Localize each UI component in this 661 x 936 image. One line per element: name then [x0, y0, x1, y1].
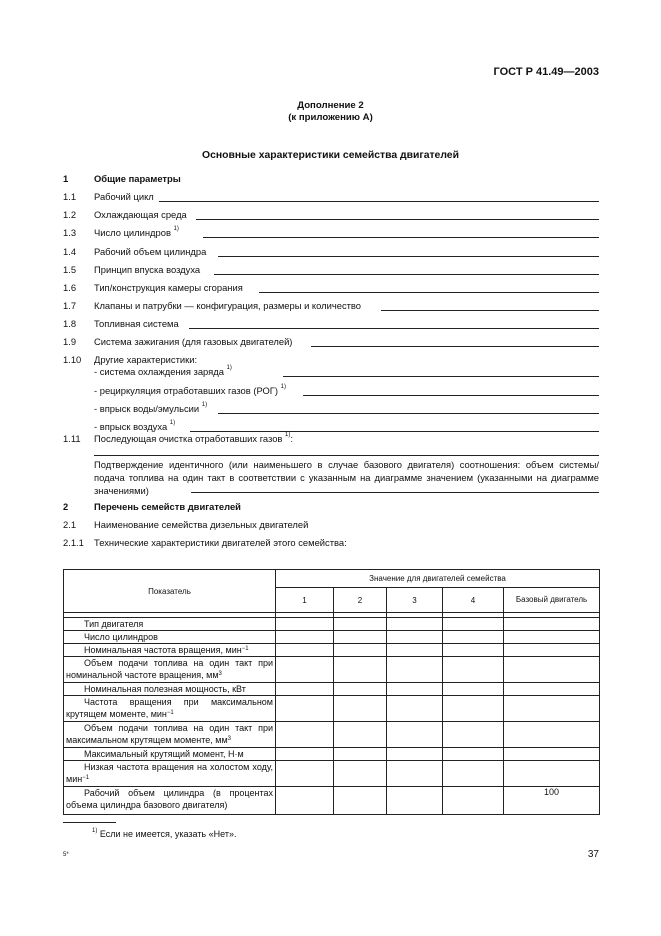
fill-line[interactable]	[196, 219, 599, 220]
row-label: Рабочий объем цилиндра (в процентах объема цилиндра базового двигателя)	[64, 787, 276, 815]
subitem-label: - впрыск воздуха $^{1)}$	[94, 420, 176, 432]
item-label: Клапаны и патрубки — конфигурация, размеры и количество	[94, 300, 362, 311]
section-1-heading	[63, 173, 599, 186]
footnote-ref: 1)	[169, 420, 176, 426]
section-title: Перечень семейств двигателей	[94, 501, 241, 512]
fill-line[interactable]	[311, 346, 599, 347]
section-title: Общие параметры	[94, 173, 181, 184]
item-label: Рабочий цикл	[94, 191, 154, 202]
cell[interactable]	[334, 761, 387, 787]
table-row	[64, 722, 600, 748]
cell[interactable]	[443, 657, 504, 683]
item-number: 1.5	[63, 264, 77, 275]
appendix-subtitle: (к приложению А)	[288, 112, 373, 123]
cell[interactable]	[443, 696, 504, 722]
item-1-6	[63, 282, 599, 295]
item-number: 1.8	[63, 318, 77, 329]
table-row	[64, 644, 600, 657]
table-row	[64, 787, 600, 815]
fill-line[interactable]	[259, 292, 599, 293]
item-number: 1.7	[63, 300, 77, 311]
cell[interactable]	[334, 644, 387, 657]
item-2-1-1	[63, 537, 599, 550]
cell[interactable]	[387, 787, 443, 815]
cell[interactable]	[276, 787, 334, 815]
confirmation-paragraph: Подтверждение идентичного (или наименьшего в случае базового двигателя) соотношения: объем системы/подача топлива на один такт в соответствии с указанным на диаграмме значением (указанными на диаграмме значениями)	[94, 459, 599, 496]
footnote-divider	[63, 822, 116, 823]
footnote-ref: 1)	[173, 226, 179, 232]
item-2-1	[63, 519, 599, 532]
cell[interactable]	[443, 787, 504, 815]
cell[interactable]	[387, 631, 443, 644]
item-1-1	[63, 191, 599, 204]
item-label: Охлаждающая среда	[94, 209, 187, 220]
item-label: Другие характеристики:	[94, 354, 198, 365]
cell[interactable]	[387, 748, 443, 761]
fill-line[interactable]	[218, 413, 599, 414]
page-number: 37	[587, 849, 599, 860]
item-1-4	[63, 246, 599, 259]
sheet-mark: 5*	[63, 852, 69, 858]
table-row	[64, 618, 600, 631]
document-code: ГОСТ Р 41.49—2003	[493, 66, 599, 78]
item-number: 1.4	[63, 246, 77, 257]
row-label: Число цилиндров	[64, 631, 276, 644]
item-number: 1.3	[63, 227, 77, 238]
base-cell[interactable]	[504, 683, 600, 696]
row-label: Максимальный крутящий момент, Н·м	[64, 748, 276, 761]
footnote-ref: 1)	[201, 402, 208, 408]
cell[interactable]	[387, 696, 443, 722]
item-1-7	[63, 300, 599, 313]
cell[interactable]	[334, 787, 387, 815]
cell[interactable]	[334, 683, 387, 696]
cell[interactable]	[334, 657, 387, 683]
cell[interactable]	[276, 761, 334, 787]
row-label: Номинальная полезная мощность, кВт	[64, 683, 276, 696]
fill-line[interactable]	[191, 492, 599, 493]
fill-line[interactable]	[203, 237, 599, 238]
cell[interactable]	[334, 618, 387, 631]
item-label: Принцип впуска воздуха	[94, 264, 201, 275]
item-number: 1.11	[63, 433, 81, 444]
item-label: Последующая очистка отработавших газов $^{1)}$:	[94, 432, 293, 444]
base-cell[interactable]	[504, 696, 600, 722]
item-label: Тип/конструкция камеры сгорания	[94, 282, 243, 293]
section-number: 2	[63, 501, 69, 512]
footnote: $^{1)}$ Если не имеется, указать «Нет».	[92, 828, 237, 839]
header-col-base: Базовый двигатель	[504, 588, 600, 613]
cell[interactable]	[334, 748, 387, 761]
fill-line[interactable]	[218, 256, 599, 257]
base-cell[interactable]	[504, 631, 600, 644]
table-row	[64, 631, 600, 644]
row-label: Объем подачи топлива на один такт при номинальной частоте вращения, $мм^3$	[64, 657, 276, 683]
base-cell[interactable]: 100	[504, 787, 600, 815]
item-label: Рабочий объем цилиндра	[94, 246, 207, 257]
cell[interactable]	[334, 722, 387, 748]
cell[interactable]	[276, 722, 334, 748]
appendix-title: Дополнение 2	[297, 100, 364, 111]
cell[interactable]	[387, 683, 443, 696]
table-row	[64, 696, 600, 722]
footnote-mark: 1)	[92, 828, 98, 834]
row-label: Номинальная частота вращения, мин$^{-1}$	[64, 644, 276, 657]
item-number: 2.1	[63, 519, 77, 530]
cell[interactable]	[334, 631, 387, 644]
cell[interactable]	[387, 644, 443, 657]
fill-line[interactable]	[159, 201, 599, 202]
subitem-egr	[63, 385, 599, 398]
subitem-charge-cooling	[63, 366, 599, 379]
base-cell[interactable]	[504, 748, 600, 761]
item-number: 1.2	[63, 209, 77, 220]
cell[interactable]	[443, 761, 504, 787]
engine-family-table	[63, 569, 600, 815]
cell[interactable]	[276, 683, 334, 696]
row-label: Частота вращения при максимальном крутящем моменте, мин$^{-1}$	[64, 696, 276, 722]
item-label: Технические характеристики двигателей этого семейства:	[94, 537, 347, 548]
cell[interactable]	[276, 644, 334, 657]
item-number: 1.6	[63, 282, 77, 293]
base-cell[interactable]	[504, 618, 600, 631]
item-1-3	[63, 227, 599, 240]
item-number: 1.10	[63, 354, 82, 365]
subitem-label: - система охлаждения заряда $^{1)}$	[94, 365, 232, 377]
item-number: 2.1.1	[63, 537, 84, 548]
cell[interactable]	[443, 631, 504, 644]
fill-line[interactable]	[214, 274, 599, 275]
footnote-ref: 1)	[226, 365, 232, 371]
header-values-group: Значение для двигателей семейства	[276, 570, 600, 588]
table-row	[64, 761, 600, 787]
item-label: Наименование семейства дизельных двигателей	[94, 519, 309, 530]
cell[interactable]	[443, 683, 504, 696]
cell[interactable]	[387, 657, 443, 683]
table-row	[64, 683, 600, 696]
fill-line[interactable]	[94, 455, 599, 456]
cell[interactable]	[276, 657, 334, 683]
subitem-label: - рециркуляция отработавших газов (РОГ) $^{1)}$	[94, 384, 286, 396]
item-label: Топливная система	[94, 318, 179, 329]
base-cell[interactable]	[504, 722, 600, 748]
subitem-water-injection	[63, 403, 599, 416]
item-1-2	[63, 209, 599, 222]
base-cell[interactable]	[504, 644, 600, 657]
cell[interactable]	[276, 748, 334, 761]
row-label: Низкая частота вращения на холостом ходу, мин$^{-1}$	[64, 761, 276, 787]
item-1-9	[63, 336, 599, 349]
row-label: Объем подачи топлива на один такт при максимальном крутящем моменте, $мм^3$	[64, 722, 276, 748]
section-number: 1	[63, 173, 69, 184]
item-1-8	[63, 318, 599, 331]
header-indicator: Показатель	[64, 570, 276, 613]
cell[interactable]	[443, 722, 504, 748]
footnote-ref: 1)	[280, 384, 286, 390]
fill-line[interactable]	[189, 328, 599, 329]
cell[interactable]	[443, 644, 504, 657]
header-col-1: 1	[276, 588, 334, 613]
item-label: Система зажигания (для газовых двигателей)	[94, 336, 293, 347]
fill-line[interactable]	[283, 376, 599, 377]
base-cell[interactable]	[504, 657, 600, 683]
fill-line[interactable]	[303, 395, 599, 396]
subitem-label: - впрыск воды/эмульсии $^{1)}$	[94, 402, 208, 414]
table-row	[64, 748, 600, 761]
cell[interactable]	[443, 618, 504, 631]
page-title: Основные характеристики семейства двигателей	[202, 150, 459, 161]
cell[interactable]	[334, 696, 387, 722]
cell[interactable]	[276, 618, 334, 631]
fill-line[interactable]	[190, 431, 599, 432]
header-col-3: 3	[387, 588, 443, 613]
row-label: Тип двигателя	[64, 618, 276, 631]
cell[interactable]	[276, 696, 334, 722]
base-cell[interactable]	[504, 761, 600, 787]
fill-line[interactable]	[381, 310, 599, 311]
cell[interactable]	[387, 722, 443, 748]
item-number: 1.1	[63, 191, 77, 202]
item-label: Число цилиндров $^{1)}$	[94, 226, 179, 238]
cell[interactable]	[387, 761, 443, 787]
item-1-5	[63, 264, 599, 277]
item-1-11	[63, 433, 599, 446]
header-col-4: 4	[443, 588, 504, 613]
footnote-ref: 1)	[285, 432, 291, 438]
cell[interactable]	[387, 618, 443, 631]
table-row	[64, 657, 600, 683]
cell[interactable]	[276, 631, 334, 644]
cell[interactable]	[443, 748, 504, 761]
header-col-2: 2	[334, 588, 387, 613]
item-number: 1.9	[63, 336, 77, 347]
section-2-heading	[63, 501, 599, 514]
